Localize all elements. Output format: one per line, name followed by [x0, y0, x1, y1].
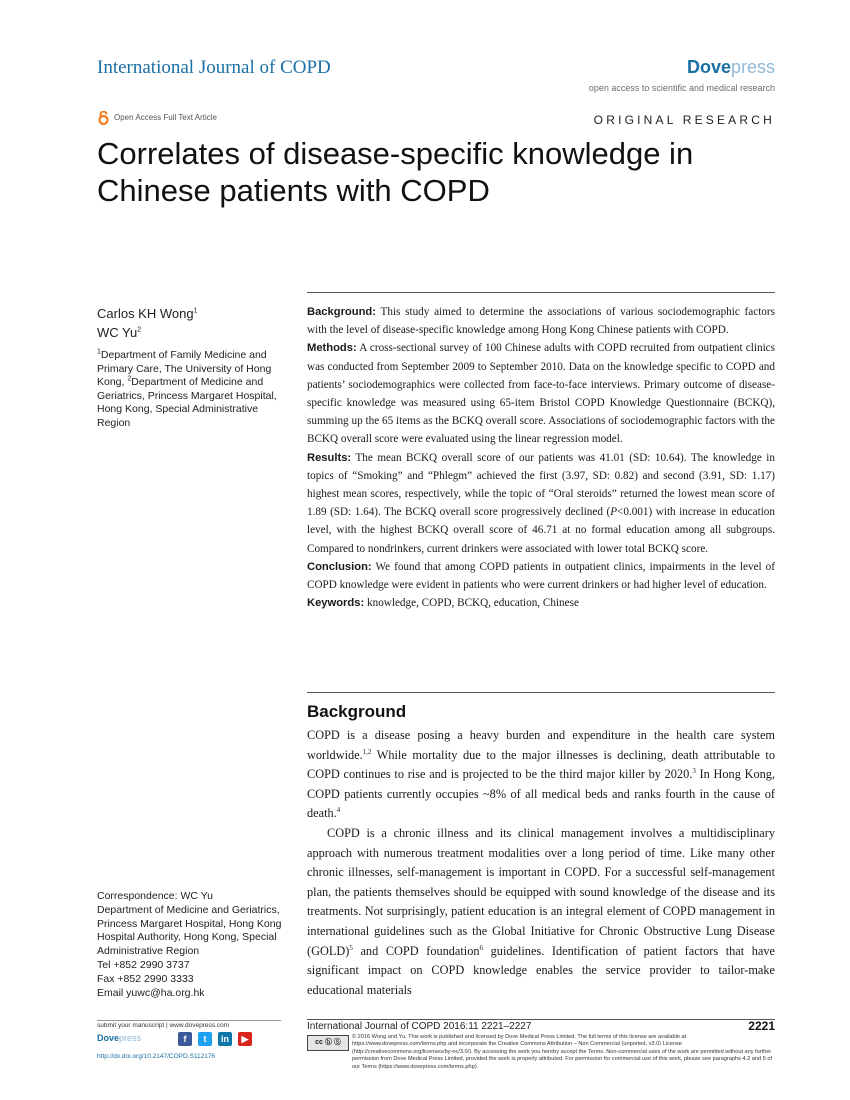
abstract-bottom-divider	[307, 692, 775, 693]
citation-ref[interactable]: 1,2	[362, 747, 372, 756]
correspondence-email[interactable]: Email yuwc@ha.org.hk	[97, 986, 205, 999]
publisher-tagline: open access to scientific and medical research	[588, 83, 775, 93]
dovepress-logo[interactable]	[687, 57, 775, 78]
youtube-icon[interactable]: ▶	[238, 1032, 252, 1046]
social-links	[178, 1032, 252, 1046]
affil-sup: 2	[127, 375, 132, 383]
affil-text: Department of Medicine and Geriatrics, Princess Margaret Hospital, Hong Kong, Special Administrative Region	[97, 376, 277, 429]
body-paragraph	[307, 824, 775, 1000]
linkedin-icon[interactable]: in	[218, 1032, 232, 1046]
correspondence-address: Department of Medicine and Geriatrics, Princess Margaret Hospital, Hong Kong Hospital Authority, Hong Kong, Special Administrative Region	[97, 903, 282, 958]
brand-accent: press	[119, 1033, 142, 1043]
abstract-label: Methods:	[307, 342, 357, 355]
abstract-text: The mean BCKQ overall score of our patients was 41.01 (SD: 10.64). The knowledge in topics of “Smoking” and “Phlegm” achieved the first (3.97, SD: 0.82) and second (3.91, SD: 1.17) highest mean scores, respectively, while the topic of “Oral steroids” returned the lowest mean score of 1.89 (SD: 1.64). The BCKQ overall score progressively declined (	[307, 451, 775, 519]
author-name: WC Yu	[97, 325, 138, 340]
journal-citation: International Journal of COPD 2016:11 2221–2227	[307, 1021, 532, 1032]
correspondence-tel: Tel +852 2990 3737	[97, 958, 190, 971]
body-paragraph	[307, 726, 775, 824]
abstract-conclusion	[307, 558, 775, 594]
open-access-label: Open Access Full Text Article	[114, 113, 218, 122]
author[interactable]	[97, 323, 197, 342]
body-text	[307, 726, 775, 1000]
body-text-run: and COPD foundation	[352, 943, 480, 958]
abstract-label: Keywords:	[307, 597, 365, 610]
page-number: 2221	[748, 1019, 775, 1033]
abstract-text: A cross-sectional survey of 100 Chinese adults with COPD recruited from outpatient clinics was conducted from September 2009 to September 2010. Data on the knowledge specific to COPD and patients’ sociodemographics were collected from face-to-face interviews. Primary outcome of disease-specific knowledge was measured using 65-item Bristol COPD Knowledge Questionnaire (BCKQ), summing up the 65 items as the BCKQ overall score. Associations of sociodemographic factors with the BCKQ overall score were evaluated using the linear regression model.	[307, 342, 775, 446]
citation-ref[interactable]: 4	[336, 806, 341, 815]
doi-link[interactable]: http://dx.doi.org/10.2147/COPD.S112176	[97, 1053, 216, 1060]
brand-accent: press	[730, 57, 775, 77]
license-text: © 2016 Wong and Yu. This work is published and licensed by Dove Medical Press Limited. The full terms of this license are available at https://www.dovepress.com/terms.php and incorporate the Creative Commons Attribution – Non Commercial (unported, v3.0) License (http://creativecommons.org/licenses/by-nc/3.0/). By accessing the work you hereby accept the Terms. Non-commercial uses of the work are permitted without any further permission from Dove Medical Press Limited, provided the work is properly attributed. For permission for commercial use of this work, please see paragraphs 4.2 and 5 of our Terms (https://www.dovepress.com/terms.php).	[352, 1034, 773, 1070]
brand-main: Dove	[97, 1033, 120, 1043]
affil-text: Department of Family Medicine and Primary Care, The University of Hong Kong,	[97, 349, 272, 389]
correspondence-fax: Fax +852 2990 3333	[97, 972, 194, 985]
abstract-label: Background:	[307, 306, 376, 318]
author-list	[97, 304, 197, 342]
author[interactable]	[97, 304, 197, 323]
affiliations	[97, 349, 292, 431]
p-value-symbol: P	[610, 506, 618, 519]
twitter-icon[interactable]: t	[198, 1032, 212, 1046]
body-text-run: While mortality due to the major illnesses is declining, death attributable to COPD continues to rise and is projected to be the third major killer by 2020.	[307, 747, 775, 782]
section-heading: Background	[307, 702, 407, 721]
abstract-text: <0.001) with increase in education level, with the highest BCKQ overall score of 46.71 at no formal education among all subgroups. Compared to nondrinkers, current drinkers were associated with lower total BCKQ score.	[307, 506, 775, 555]
abstract-methods	[307, 339, 775, 448]
author-name: Carlos KH Wong	[97, 306, 194, 321]
abstract-text: This study aimed to determine the associations of various sociodemographic factors with the level of disease-specific knowledge among Hong Kong Chinese patients with COPD.	[307, 306, 775, 337]
body-text-run: COPD is a disease posing a heavy burden and expenditure in the health care system worldwide.	[307, 728, 775, 762]
abstract-results	[307, 449, 775, 558]
creative-commons-badge[interactable]: cc ⓑ Ⓢ	[307, 1035, 349, 1051]
abstract-text: knowledge, COPD, BCKQ, education, Chinese	[367, 597, 579, 610]
correspondence	[97, 890, 292, 1000]
abstract-label: Conclusion:	[307, 560, 372, 573]
journal-name[interactable]: International Journal of COPD	[97, 57, 331, 78]
affil-sup: 1	[97, 348, 101, 356]
submit-manuscript-link[interactable]: submit your manuscript | www.dovepress.com	[97, 1022, 230, 1029]
article-title: Correlates of disease-specific knowledge in Chinese patients with COPD	[97, 136, 694, 208]
author-affil-sup: 2	[137, 326, 142, 334]
footer-left-divider	[97, 1020, 281, 1021]
body-text-run: In Hong Kong, COPD patients currently occupies ~8% of all medical beds and ranks fourth in the cause of death.	[307, 767, 775, 821]
body-text-run: COPD is a chronic illness and its clinical management involves a multidisciplinary approach with numerous treatment modalities over a long period of time. Like many other chronic illnesses, self-management is important in COPD. For a successful self-management plan, the patients themselves should be equipped with sound knowledge of the disease and its treatments. Not surprisingly, patient education is an integral element of COPD management in international guidelines such as the Global Initiative for Chronic Obstructive Lung Disease (GOLD)	[307, 825, 775, 958]
open-access-icon	[97, 111, 110, 125]
citation-ref[interactable]: 5	[349, 943, 353, 952]
facebook-icon[interactable]: f	[178, 1032, 192, 1046]
abstract-label: Results:	[307, 451, 352, 464]
footer-right-divider	[307, 1019, 775, 1020]
author-affil-sup: 1	[193, 307, 198, 315]
abstract-background	[307, 303, 775, 339]
abstract-text: We found that among COPD patients in outpatient clinics, impairments in the level of COPD knowledge were evident in patients who were current drinkers or had higher level of education.	[307, 560, 775, 592]
footer-dovepress-logo[interactable]	[97, 1033, 141, 1043]
brand-main: Dove	[686, 57, 731, 77]
correspondence-label: Correspondence: WC Yu	[97, 890, 213, 902]
citation-ref[interactable]: 6	[479, 943, 484, 952]
abstract-top-divider	[307, 292, 775, 293]
abstract	[307, 303, 775, 612]
body-text-run: guidelines. Identification of patient factors that have significant impact on COPD knowledge enables the service provider to tailor-make educational materials	[307, 943, 775, 997]
citation-ref[interactable]: 3	[692, 767, 696, 776]
abstract-keywords	[307, 594, 775, 612]
article-type: ORIGINAL RESEARCH	[593, 113, 775, 127]
